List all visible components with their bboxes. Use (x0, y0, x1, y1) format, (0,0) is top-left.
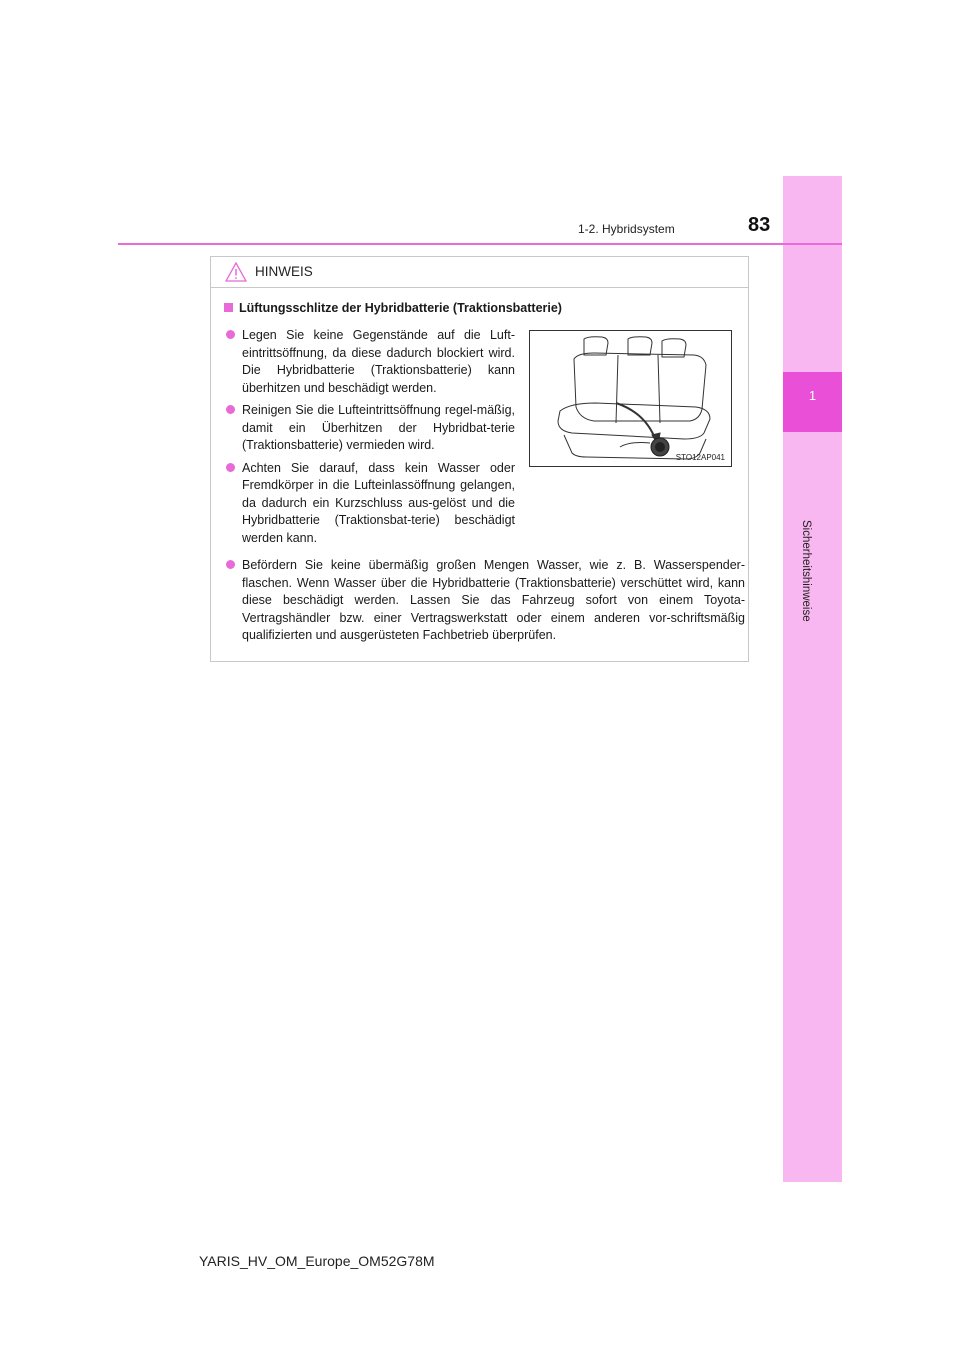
bullet-dot-icon (226, 463, 235, 472)
list-item (225, 402, 515, 455)
notice-title: HINWEIS (255, 264, 313, 279)
bullet-text: Befördern Sie keine übermäßig großen Mengen Wasser, wie z. B. Wasserspender-flaschen. Wenn Wasser über die Hybridbatterie (Traktionsbatterie) verschüttet wird, kann diese beschädigt werden. Lassen Sie das Fahrzeug sofort von einem Toyota-Vertragshändler bzw. einer Vertragswerkstatt oder einem anderen vor-schriftsmäßig qualifizierten und ausgerüsteten Fachbetrieb überprüfen. (242, 558, 745, 642)
list-item (225, 327, 515, 397)
bullet-list-wide (225, 557, 745, 650)
notice-header (211, 257, 748, 288)
notice-subheading (224, 301, 562, 315)
page-number: 83 (748, 214, 771, 236)
bullet-text: Reinigen Sie die Lufteintrittsöffnung regel-mäßig, damit ein Überhitzen der Hybridbat-terie (Traktionsbatterie) vermieden wird. (242, 403, 515, 452)
figure-code: STO12AP041 (675, 453, 725, 462)
warning-triangle-icon (225, 262, 247, 282)
bullet-text: Legen Sie keine Gegenstände auf die Luft-eintrittsöffnung, da diese dadurch blockiert wird. Die Hybridbatterie (Traktionsbatterie) kann überhitzen und beschädigt werden. (242, 328, 515, 395)
header-divider (118, 243, 842, 245)
rear-seat-illustration (529, 330, 732, 467)
list-item (225, 557, 745, 645)
list-item (225, 460, 515, 548)
document-id: YARIS_HV_OM_Europe_OM52G78M (199, 1253, 435, 1269)
subheading-text: Lüftungsschlitze der Hybridbatterie (Traktionsbatterie) (239, 301, 562, 315)
bullet-dot-icon (226, 330, 235, 339)
square-bullet-icon (224, 303, 233, 312)
chapter-number: 1 (808, 388, 817, 403)
rear-seat-drawing (530, 331, 731, 466)
bullet-text: Achten Sie darauf, dass kein Wasser oder Fremdkörper in die Lufteinlassöffnung gelangen, da dadurch ein Kurzschluss aus-gelöst und die Hybridbatterie (Traktionsbat-terie) beschädigt werden kann. (242, 460, 515, 545)
notice-box (210, 256, 749, 662)
section-title: 1-2. Hybridsystem (578, 222, 675, 236)
bullet-dot-icon (226, 560, 235, 569)
bullet-list-narrow (225, 327, 515, 552)
bullet-dot-icon (226, 405, 235, 414)
chapter-name: Sicherheitshinweise (800, 520, 812, 622)
chapter-side-tab (783, 176, 842, 1182)
